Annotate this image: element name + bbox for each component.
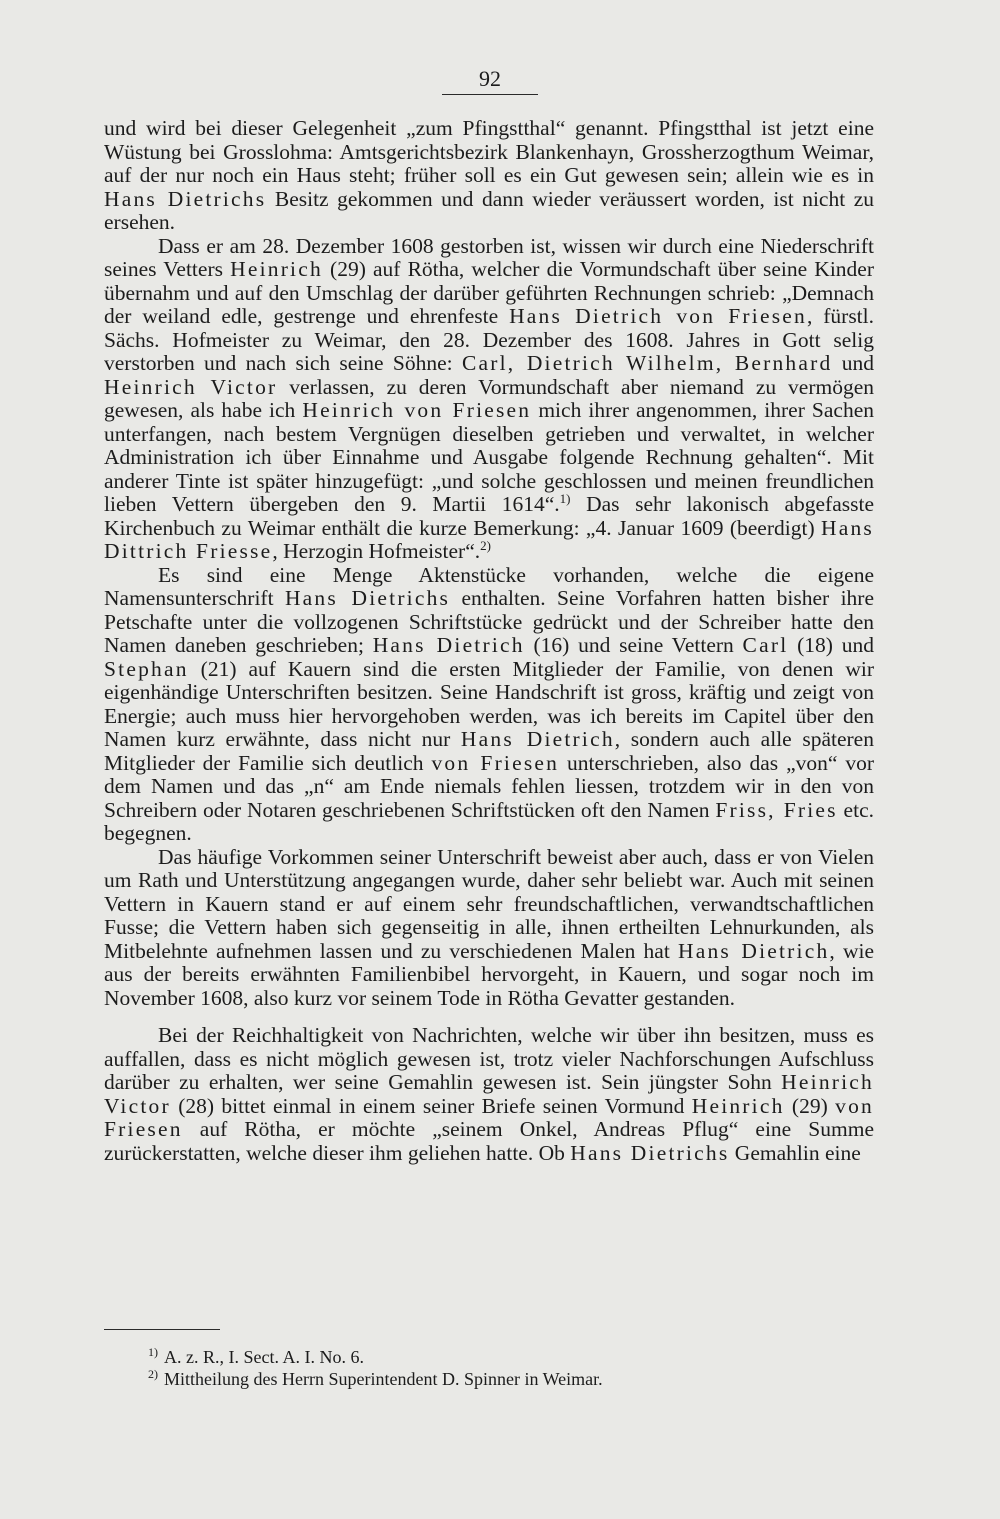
footnote-text: A. z. R., I. Sect. A. I. No. 6. [164,1347,364,1367]
text-run: , Herzogin Hofmeister“. [272,539,481,563]
text-run: , wie aus der bereits erwähnten Familienbibel hervorgeht, in Kauern, und sogar noch im November 1608, also kurz vor seinem Tode in Rötha Gevatter gestanden. [104,938,874,1010]
text-run: und [832,351,874,375]
text-run: Das sehr lakonisch abgefasste Kirchenbuch zu Weimar enthält die kurze Bemerkung: „4. Januar 1609 (beerdigt) [104,492,874,540]
spaced-name: Hans Dietrichs [570,1140,730,1165]
spaced-name: Heinrich Victor [104,374,278,399]
footnote-mark: 2) [148,1367,158,1381]
footnote-text: Mittheilung des Herrn Superintendent D. Spinner in Weimar. [164,1369,603,1389]
footnote-reference: 1) [559,490,571,506]
page-number-rule [442,94,538,95]
spaced-name: Carl, Dietrich Wilhelm, Bernhard [461,351,833,375]
text-run: (29) [784,1093,836,1118]
spaced-name: von Friesen [431,750,560,775]
text-run: , sondern auch alle späteren Mitglieder der Familie sich deutlich [104,727,874,775]
text-run: mich ihrer angenommen, ihrer Sachen unterfangen, nach bestem Vergnügen dieselben getrieben und verwaltet, in welcher Administration ich über Einnahme und Ausgabe folgende Rechnung gehalten“. Mit anderer Tinte ist später hinzugefügt: „und solche geschlossen und meinen freundlichen lieben Vettern übergeben den 9. Martii 1614“. [104,398,875,516]
spaced-name: Hans Dietrich von Friesen [509,304,807,328]
spaced-name: Carl [742,633,789,657]
footnote-rule [104,1329,220,1330]
text-run: (21) auf Kauern sind die ersten Mitglieder der Familie, von denen wir eigenhändige Unterschriften besitzen. Seine Handschrift ist gross, kräftig und zeigt von Energie; auch muss hier hervorgehoben werden, was ich bereits im Capitel über den Namen kurz erwähnte, dass nicht nur [104,656,874,751]
text-run: (29) auf Rötha, welcher die Vormundschaft über seine Kinder übernahm und auf den Umschlag der darüber geführten Rechnungen schrieb: „Demnach der weiland edle, gestrenge und ehrenfeste [104,257,874,328]
paragraph [104,117,874,235]
text-run: auf Rötha, er möchte „seinem Onkel, Andreas Pflug“ eine Summe zurückerstatten, welche dieser ihm geliehen hatte. Ob [104,1117,874,1165]
text-run: etc. begegnen. [104,797,874,845]
footnote-mark: 1) [148,1345,158,1359]
paragraph [104,235,874,564]
paragraph [104,1024,874,1165]
footnotes [148,1346,788,1390]
text-run: , fürstl. Sächs. Hofmeister zu Weimar, den 28. Dezember des 1608. Jahres in Gott selig verstorben und nach sich seine Söhne: [104,304,875,375]
spaced-name: Hans Dietrich [372,633,525,657]
spaced-name: Heinrich [691,1093,785,1118]
text-run: (18) und [788,633,874,657]
spaced-name: Hans Dittrich Friesse [104,515,874,563]
spaced-name: Hans Dietrich [460,727,615,751]
footnote-reference: 2) [480,537,491,553]
text-run: Dass er am 28. Dezember 1608 gestorben ist, wissen wir durch eine Niederschrift seines Vetters [104,233,874,281]
text-run: und wird bei dieser Gelegenheit „zum Pfingstthal“ genannt. Pfingstthal ist jetzt eine Wüstung bei Grosslohma: Amtsgerichtsbezirk Blankenhayn, Grossherzogthum Weimar, auf der nur noch ein Haus steht; früher soll es ein Gut gewesen sein; allein wie es in [104,116,874,187]
text-run: Bei der Reichhaltigkeit von Nachrichten, welche wir über ihn besitzen, muss es auffallen, dass es nicht möglich gewesen ist, trotz vieler Nachforschungen Aufschluss darüber zu erhalten, wer seine Gemahlin gewesen ist. Sein jüngster Sohn [104,1023,874,1094]
text-run: unterschrieben, also das „von“ vor dem Namen und das „n“ am Ende niemals fehlen liessen, trotzdem wir in den von Schreibern oder Notaren geschriebenen Schriftstücken oft den Namen [104,750,874,822]
spaced-name: Hans Dietrichs [104,186,267,211]
text-run: (16) und seine Vettern [524,633,743,657]
text-run: verlassen, zu deren Vormundschaft aber niemand zu vermögen gewesen, als habe ich [104,374,874,422]
spaced-name: Heinrich Victor [104,1070,874,1118]
spaced-name: Stephan [104,656,189,681]
footnote [148,1368,788,1390]
paragraph [104,846,874,1011]
spaced-name: Hans Dietrich [678,938,830,963]
spaced-name: Friss, Fries [715,797,838,822]
spaced-name: Hans Dietrichs [284,586,451,610]
text-run: Gemahlin eine [729,1140,861,1165]
paragraph [104,564,874,846]
spaced-name: Heinrich von Friesen [302,398,532,422]
text-run: Besitz gekommen und dann wieder veräussert worden, ist nicht zu ersehen. [104,186,874,234]
text-run: Es sind eine Menge Aktenstücke vorhanden, welche die eigene Namensunterschrift [104,562,874,610]
footnote [148,1346,788,1368]
spaced-name: Heinrich [230,257,323,281]
text-run: (28) bittet einmal in einem seiner Briefe seinen Vormund [170,1093,692,1118]
text-run: enthalten. Seine Vorfahren hatten bisher ihre Petschafte unter die vollzogenen Schriftstücke gedrückt und der Schreiber hatte den Namen daneben geschrieben; [104,586,875,657]
spaced-name: von Friesen [104,1093,874,1141]
text-run: Das häufige Vorkommen seiner Unterschrift beweist aber auch, dass er von Vielen um Rath und Unterstützung angegangen wurde, daher sehr beliebt war. Auch mit seinen Vettern in Kauern stand er auf einem sehr freundschaftlichen, verwandtschaftlichen Fusse; die Vettern haben sich gegenseitig in alle, ihnen ertheilten Lehnurkunden, als Mitbelehnte aufnehmen lassen und zu verschiedenen Malen hat [104,844,874,963]
body-text [104,117,874,1165]
page-number: 92 [479,66,501,91]
